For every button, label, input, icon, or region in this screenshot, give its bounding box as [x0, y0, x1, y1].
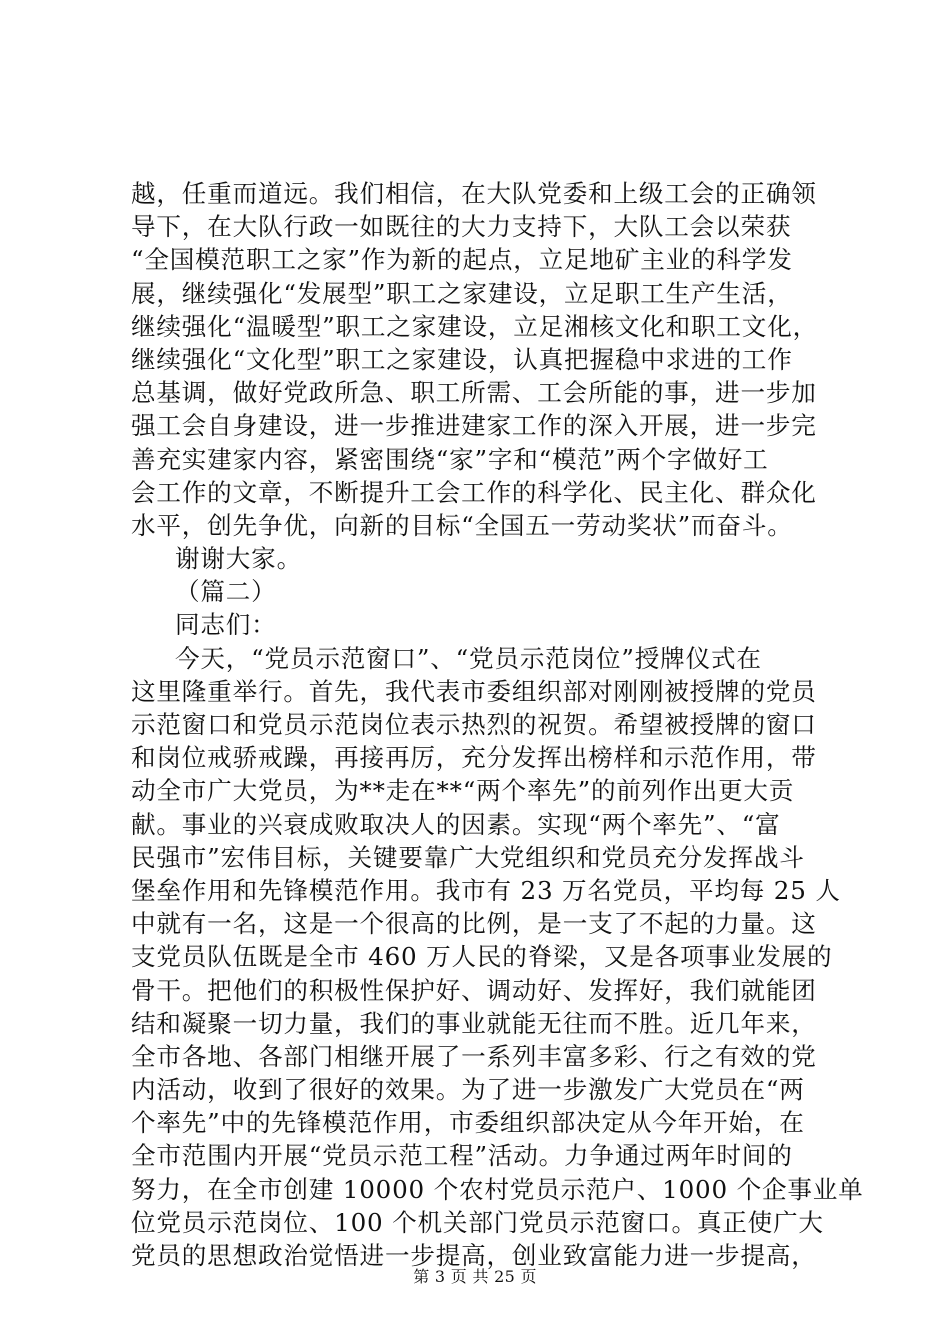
text-line: 善充实建家内容，紧密围绕“家”字和“模范”两个字做好工 — [131, 444, 769, 474]
text-line: 民强市”宏伟目标，关键要靠广大党组织和党员充分发挥战斗 — [131, 842, 805, 872]
closing-thanks: 谢谢大家。 — [175, 544, 302, 574]
text-line: 会工作的文章，不断提升工会工作的科学化、民主化、群众化 — [131, 477, 817, 507]
text-line: 骨干。把他们的积极性保护好、调动好、发挥好，我们就能团 — [131, 975, 817, 1005]
text-line: 展，继续强化“发展型”职工之家建设，立足职工生产生活， — [131, 278, 793, 308]
text-line: 强工会自身建设，进一步推进建家工作的深入开展，进一步完 — [131, 411, 817, 441]
text-line: 和岗位戒骄戒躁，再接再厉，充分发挥出榜样和示范作用，带 — [131, 743, 817, 773]
text-line: 继续强化“温暖型”职工之家建设，立足湘核文化和职工文化， — [131, 311, 818, 341]
text-line: “全国模范职工之家”作为新的起点，立足地矿主业的科学发 — [131, 245, 793, 275]
text-line: 今天，“党员示范窗口”、“党员示范岗位”授牌仪式在 — [175, 643, 762, 673]
text-line: 结和凝聚一切力量，我们的事业就能无往而不胜。近几年来， — [131, 1008, 817, 1038]
text-line: 努力，在全市创建 10000 个农村党员示范户、1000 个企事业单 — [131, 1174, 864, 1204]
text-line: 导下，在大队行政一如既往的大力支持下，大队工会以荣获 — [131, 212, 792, 242]
text-line: 继续强化“文化型”职工之家建设，认真把握稳中求进的工作 — [131, 344, 793, 374]
text-line: 党员的思想政治觉悟进一步提高，创业致富能力进一步提高， — [131, 1241, 817, 1270]
section-heading: （篇二） — [175, 577, 277, 607]
text-line: 总基调，做好党政所急、职工所需、工会所能的事，进一步加 — [131, 378, 817, 408]
body-text — [131, 177, 864, 1272]
text-line: 示范窗口和党员示范岗位表示热烈的祝贺。希望被授牌的窗口 — [131, 710, 817, 739]
text-line: 越，任重而道远。我们相信，在大队党委和上级工会的正确领 — [131, 179, 817, 208]
text-line: 位党员示范岗位、100 个机关部门党员示范窗口。真正使广大 — [131, 1207, 824, 1237]
salutation: 同志们： — [175, 610, 277, 640]
text-line: 献。事业的兴衰成败取决人的因素。实现“两个率先”、“富 — [131, 809, 781, 839]
text-line: 动全市广大党员，为**走在**“两个率先”的前列作出更大贡 — [131, 776, 795, 806]
page-number-footer: 第 3 页 共 25 页 — [413, 1267, 537, 1286]
text-line: 中就有一名，这是一个很高的比例，是一支了不起的力量。这 — [131, 909, 817, 939]
text-line: 这里隆重举行。首先，我代表市委组织部对刚刚被授牌的党员 — [131, 676, 817, 706]
text-line: 水平，创先争优，向新的目标“全国五一劳动奖状”而奋斗。 — [131, 510, 793, 540]
text-line: 内活动，收到了很好的效果。为了进一步激发广大党员在“两 — [131, 1075, 805, 1105]
text-line: 个率先”中的先锋模范作用，市委组织部决定从今年开始，在 — [131, 1108, 805, 1138]
text-line: 支党员队伍既是全市 460 万人民的脊梁，又是各项事业发展的 — [131, 942, 833, 972]
text-line: 全市范围内开展“党员示范工程”活动。力争通过两年时间的 — [131, 1141, 793, 1171]
text-line: 全市各地、各部门相继开展了一系列丰富多彩、行之有效的党 — [131, 1041, 817, 1071]
text-line: 堡垒作用和先锋模范作用。我市有 23 万名党员，平均每 25 人 — [131, 875, 841, 905]
